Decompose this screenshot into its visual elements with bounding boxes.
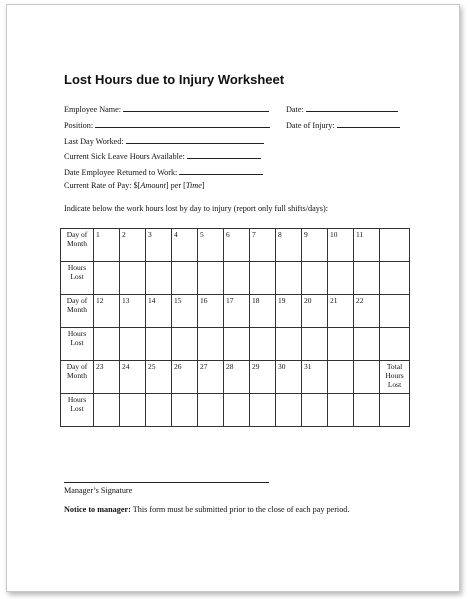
last-day-worked-label: Last Day Worked:: [64, 137, 124, 146]
position-field[interactable]: [64, 119, 270, 131]
day-number-cell: 29: [250, 361, 276, 394]
hours-input-cell[interactable]: [146, 394, 172, 427]
hours-input-cell[interactable]: [224, 262, 250, 295]
hours-lost-label: Hours Lost: [61, 262, 94, 295]
hours-input-cell[interactable]: [380, 262, 410, 295]
day-number-cell: 5: [198, 229, 224, 262]
rate-of-pay-field[interactable]: [64, 181, 205, 191]
rate-mid: ] per [: [165, 181, 186, 190]
hours-input-cell[interactable]: [146, 328, 172, 361]
day-number-cell: 9: [302, 229, 328, 262]
hours-input-cell[interactable]: [354, 394, 380, 427]
hours-input-cell[interactable]: [276, 328, 302, 361]
hours-input-cell[interactable]: [120, 328, 146, 361]
day-number-cell: 1: [94, 229, 120, 262]
hours-input-cell[interactable]: [94, 394, 120, 427]
total-hours-input-cell[interactable]: [380, 394, 410, 427]
total-hours-lost-label: Total Hours Lost: [380, 361, 410, 394]
hours-input-cell[interactable]: [94, 262, 120, 295]
day-of-month-label: Day of Month: [61, 295, 94, 328]
day-number-cell: 12: [94, 295, 120, 328]
day-number-cell: 2: [120, 229, 146, 262]
day-number-cell: 25: [146, 361, 172, 394]
notice-text: This form must be submitted prior to the close of each pay period.: [130, 505, 350, 514]
day-number-cell: 30: [276, 361, 302, 394]
hours-input-cell[interactable]: [328, 262, 354, 295]
hours-input-cell[interactable]: [198, 262, 224, 295]
hours-input-cell[interactable]: [172, 328, 198, 361]
hours-input-cell[interactable]: [250, 328, 276, 361]
day-number-cell: 26: [172, 361, 198, 394]
day-row: [61, 361, 410, 394]
signature-label: Manager’s Signature: [64, 486, 133, 495]
day-number-cell: 21: [328, 295, 354, 328]
hours-input-cell[interactable]: [328, 328, 354, 361]
hours-input-cell[interactable]: [172, 394, 198, 427]
day-number-cell: 14: [146, 295, 172, 328]
date-of-injury-line[interactable]: [337, 119, 400, 128]
hours-row: [61, 328, 410, 361]
day-number-cell: 28: [224, 361, 250, 394]
hours-input-cell[interactable]: [198, 394, 224, 427]
day-number-cell: 3: [146, 229, 172, 262]
day-number-cell: 27: [198, 361, 224, 394]
day-number-cell: 19: [276, 295, 302, 328]
day-number-cell: [380, 295, 410, 328]
hours-lost-label: Hours Lost: [61, 394, 94, 427]
hours-row: [61, 394, 410, 427]
hours-input-cell[interactable]: [302, 262, 328, 295]
last-day-worked-line[interactable]: [126, 135, 264, 144]
day-number-cell: 31: [302, 361, 328, 394]
day-number-cell: [354, 361, 380, 394]
day-number-cell: 6: [224, 229, 250, 262]
hours-input-cell[interactable]: [276, 394, 302, 427]
hours-input-cell[interactable]: [328, 394, 354, 427]
position-line[interactable]: [95, 119, 270, 128]
rate-amount-placeholder[interactable]: Amount: [140, 181, 166, 190]
sick-leave-line[interactable]: [187, 150, 261, 159]
employee-name-field[interactable]: [64, 103, 269, 115]
day-row: [61, 295, 410, 328]
day-number-cell: 7: [250, 229, 276, 262]
notice-heading: Notice to manager:: [64, 505, 131, 514]
manager-notice: [64, 505, 349, 514]
day-number-cell: 11: [354, 229, 380, 262]
rate-time-placeholder[interactable]: Time: [185, 181, 202, 190]
date-field[interactable]: [286, 103, 398, 115]
day-number-cell: 16: [198, 295, 224, 328]
hours-input-cell[interactable]: [276, 262, 302, 295]
hours-input-cell[interactable]: [120, 262, 146, 295]
date-of-injury-label: Date of Injury:: [286, 121, 335, 130]
day-number-cell: 15: [172, 295, 198, 328]
day-number-cell: 20: [302, 295, 328, 328]
date-of-injury-field[interactable]: [286, 119, 400, 131]
hours-input-cell[interactable]: [302, 328, 328, 361]
date-returned-label: Date Employee Returned to Work:: [64, 168, 178, 177]
sick-leave-field[interactable]: [64, 150, 261, 162]
hours-input-cell[interactable]: [146, 262, 172, 295]
hours-input-cell[interactable]: [172, 262, 198, 295]
day-number-cell: 22: [354, 295, 380, 328]
position-label: Position:: [64, 121, 94, 130]
hours-input-cell[interactable]: [94, 328, 120, 361]
rate-prefix: Current Rate of Pay: $[: [64, 181, 141, 190]
hours-input-cell[interactable]: [302, 394, 328, 427]
rate-suffix: ]: [201, 181, 205, 190]
signature-line[interactable]: [64, 482, 269, 483]
day-number-cell: [380, 229, 410, 262]
hours-row: [61, 262, 410, 295]
employee-name-line[interactable]: [123, 103, 269, 112]
day-number-cell: 13: [120, 295, 146, 328]
hours-input-cell[interactable]: [380, 328, 410, 361]
day-of-month-label: Day of Month: [61, 229, 94, 262]
hours-lost-label: Hours Lost: [61, 328, 94, 361]
day-number-cell: 24: [120, 361, 146, 394]
employee-name-label: Employee Name:: [64, 105, 122, 114]
hours-input-cell[interactable]: [354, 262, 380, 295]
instructions-text: Indicate below the work hours lost by day to injury (report only full shifts/days):: [64, 204, 328, 213]
hours-input-cell[interactable]: [198, 328, 224, 361]
day-number-cell: 23: [94, 361, 120, 394]
last-day-worked-field[interactable]: [64, 135, 264, 147]
hours-input-cell[interactable]: [250, 262, 276, 295]
day-row: [61, 229, 410, 262]
day-number-cell: 8: [276, 229, 302, 262]
sick-leave-label: Current Sick Leave Hours Available:: [64, 152, 185, 161]
hours-lost-table: [60, 228, 410, 427]
hours-input-cell[interactable]: [354, 328, 380, 361]
hours-input-cell[interactable]: [224, 328, 250, 361]
day-of-month-label: Day of Month: [61, 361, 94, 394]
hours-input-cell[interactable]: [224, 394, 250, 427]
day-number-cell: 4: [172, 229, 198, 262]
date-returned-line[interactable]: [179, 166, 263, 175]
hours-input-cell[interactable]: [250, 394, 276, 427]
hours-input-cell[interactable]: [120, 394, 146, 427]
date-line[interactable]: [306, 103, 398, 112]
page-title: Lost Hours due to Injury Worksheet: [64, 72, 285, 87]
day-number-cell: 17: [224, 295, 250, 328]
day-number-cell: [328, 361, 354, 394]
date-label: Date:: [286, 105, 304, 114]
day-number-cell: 18: [250, 295, 276, 328]
day-number-cell: 10: [328, 229, 354, 262]
date-returned-field[interactable]: [64, 166, 263, 178]
